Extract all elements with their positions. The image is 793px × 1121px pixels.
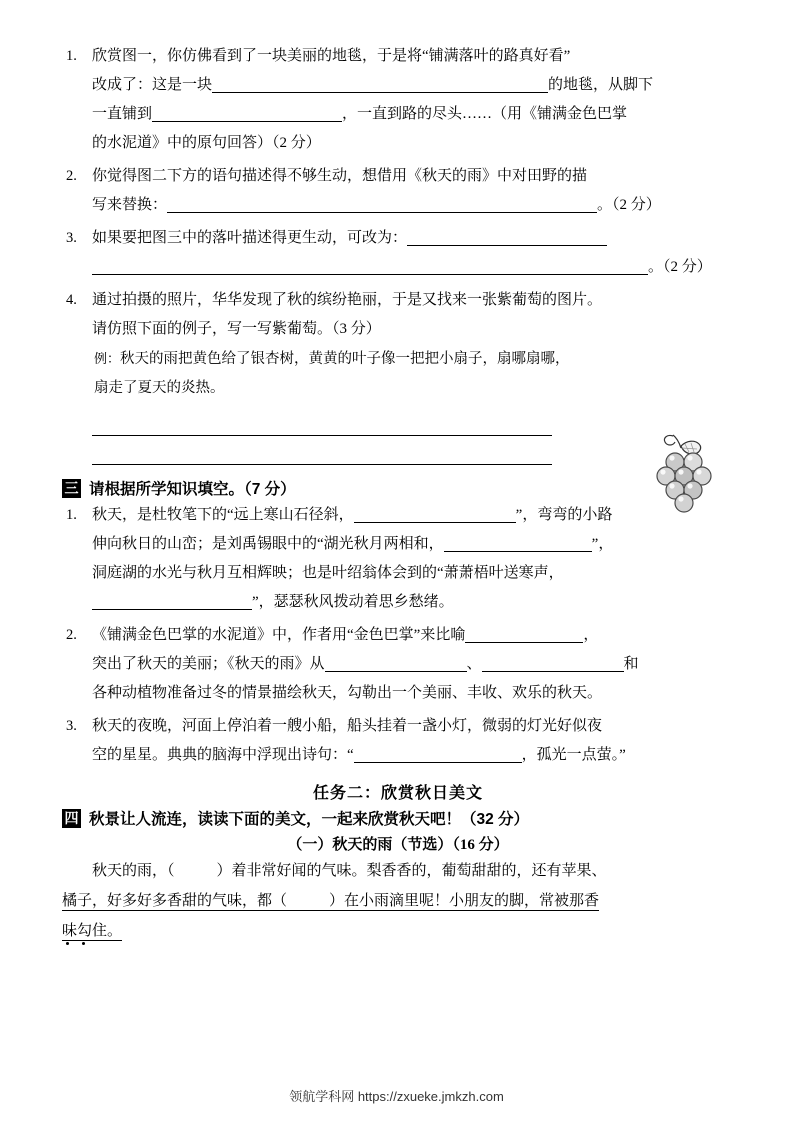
question-2-blank-1[interactable] — [167, 192, 597, 213]
question-4-line1: 通过拍摄的照片，华华发现了秋的缤纷艳丽，于是又找来一张紫葡萄的图片。 — [92, 292, 603, 308]
section-4-heading — [62, 807, 734, 829]
example-tag: 例： — [94, 351, 121, 366]
s3i2-line2-post: 和 — [623, 656, 639, 672]
page-footer: 领航学科网 https://zxueke.jmkzh.com — [289, 1089, 504, 1104]
section-4-subtitle: （一）秋天的雨（节选）（16 分） — [287, 837, 509, 853]
s3i1-line4-post: ”，瑟瑟秋风拨动着思乡愁绪。 — [252, 594, 454, 610]
s3i2-line2-pre: 突出了秋天的美丽；《秋天的雨》从 — [92, 656, 325, 672]
section-4-number: 四 — [62, 809, 81, 828]
section-4-title: 秋景让人流连，读读下面的美文，一起来欣赏秋天吧！（32 分） — [89, 811, 530, 828]
s3i2-blank-1[interactable] — [465, 622, 583, 643]
question-1 — [62, 42, 734, 158]
question-1-blank-2[interactable] — [152, 101, 342, 122]
passage-line2-pre — [62, 893, 599, 911]
section-3-title: 请根据所学知识填空。（7 分） — [89, 481, 296, 498]
question-2 — [62, 162, 734, 220]
section3-item-3-number: 3. — [66, 718, 77, 734]
question-3-line2-post: 。（2 分） — [648, 259, 712, 275]
s3i1-line3: 洞庭湖的水光与秋月互相辉映；也是叶绍翁体会到的“萧萧梧叶送寒声， — [92, 565, 564, 581]
s3i2-line1-post: ， — [583, 627, 599, 643]
passage-line2-text: 橘子，好多好多香甜的气味，都（ — [62, 893, 288, 909]
s3i2-line1-pre: 《铺满金色巴掌的水泥道》中，作者用“金色巴掌”来比喻 — [92, 627, 466, 643]
question-4-blank-line-2[interactable] — [92, 438, 552, 465]
example-line1: 秋天的雨把黄色给了银杏树，黄黄的叶子像一把把小扇子，扇哪扇哪， — [120, 351, 570, 367]
example-line2: 扇走了夏天的炎热。 — [94, 380, 225, 396]
question-2-number: 2. — [66, 168, 77, 184]
question-2-line1: 你觉得图二下方的语句描述得不够生动，想借用《秋天的雨》中对田野的描 — [92, 168, 588, 184]
section-3-number: 三 — [62, 479, 81, 498]
question-1-blank-1[interactable] — [212, 72, 548, 93]
passage-line3: 味勾住。 — [62, 923, 123, 939]
section3-item-1 — [62, 501, 734, 617]
question-4-blank-line-1[interactable] — [92, 409, 552, 436]
question-4-example — [92, 344, 734, 374]
task-2-title: 任务二：欣赏秋日美文 — [312, 785, 483, 802]
question-2-line2-pre: 写来替换： — [92, 197, 168, 213]
question-3 — [62, 224, 734, 282]
passage-line2-text2: ）在小雨滴里呢！小朋友的脚，常被那香 — [329, 893, 600, 909]
s3i1-blank-2[interactable] — [444, 531, 592, 552]
reading-passage — [62, 856, 734, 946]
question-2-line2-post: 。（2 分） — [597, 197, 661, 213]
section3-item-3 — [62, 712, 734, 770]
example-line2-wrap — [92, 374, 734, 403]
question-1-line3-post: ，一直到路的尽头……（用《铺满金色巴掌 — [342, 106, 628, 122]
question-3-blank-1[interactable] — [407, 225, 607, 246]
s3i3-line1: 秋天的夜晚，河面上停泊着一艘小船，船头挂着一盏小灯，微弱的灯光好似夜 — [92, 718, 603, 734]
question-1-line2-post: 的地毯，从脚下 — [548, 77, 654, 93]
s3i2-line3: 各种动植物准备过冬的情景描绘秋天，勾勒出一个美丽、丰收、欢乐的秋天。 — [92, 685, 603, 701]
section3-item-1-body — [92, 501, 734, 617]
s3i1-line2-post: ”， — [591, 536, 614, 552]
section3-item-2-body — [92, 621, 734, 708]
question-1-line2-pre: 改成了：这是一块 — [92, 77, 213, 93]
s3i2-blank-3[interactable] — [482, 651, 624, 672]
s3i3-line2-pre: 空的星星。典典的脑海中浮现出诗句：“ — [92, 747, 354, 763]
question-4-answer-area — [92, 409, 552, 465]
question-3-number: 3. — [66, 230, 77, 246]
section3-item-1-number: 1. — [66, 507, 77, 523]
question-3-line1: 如果要把图三中的落叶描述得更生动，可改为： — [92, 230, 408, 246]
passage-line1-pre: 秋天的雨，（ — [92, 863, 175, 879]
s3i3-blank-1[interactable] — [354, 742, 522, 763]
question-1-line4: 的水泥道》中的原句回答）（2 分） — [92, 135, 321, 151]
section3-item-2-number: 2. — [66, 627, 77, 643]
question-4-number: 4. — [66, 292, 77, 308]
question-3-blank-2[interactable] — [92, 254, 648, 275]
s3i2-line2-mid: 、 — [466, 656, 482, 672]
s3i3-line2-post: ，孤光一点萤。” — [521, 747, 626, 763]
s3i1-blank-1[interactable] — [354, 502, 516, 523]
question-4-line2: 请仿照下面的例子，写一写紫葡萄。（3 分） — [92, 321, 381, 337]
s3i1-blank-3[interactable] — [92, 589, 252, 610]
grapes-icon — [619, 432, 715, 518]
question-1-line3-pre: 一直铺到 — [92, 106, 153, 122]
passage-line1-post: ）着非常好闻的气味。梨香香的，葡萄甜甜的，还有苹果、 — [216, 863, 607, 879]
question-1-number: 1. — [66, 48, 77, 64]
question-2-body — [92, 162, 734, 220]
section3-item-3-body — [92, 712, 734, 770]
question-1-line1: 欣赏图一，你仿佛看到了一块美丽的地毯，于是将“铺满落叶的路真好看” — [92, 48, 571, 64]
s3i1-line1-pre: 秋天，是杜牧笔下的“远上寒山石径斜， — [92, 507, 354, 523]
s3i2-blank-2[interactable] — [325, 651, 467, 672]
question-1-body — [92, 42, 734, 158]
s3i1-line2-pre: 伸向秋日的山峦；是刘禹锡眼中的“湖光秋月两相和， — [92, 536, 444, 552]
section3-item-2 — [62, 621, 734, 708]
question-3-body — [92, 224, 734, 282]
s3i1-line1-post: ”，弯弯的小路 — [515, 507, 613, 523]
